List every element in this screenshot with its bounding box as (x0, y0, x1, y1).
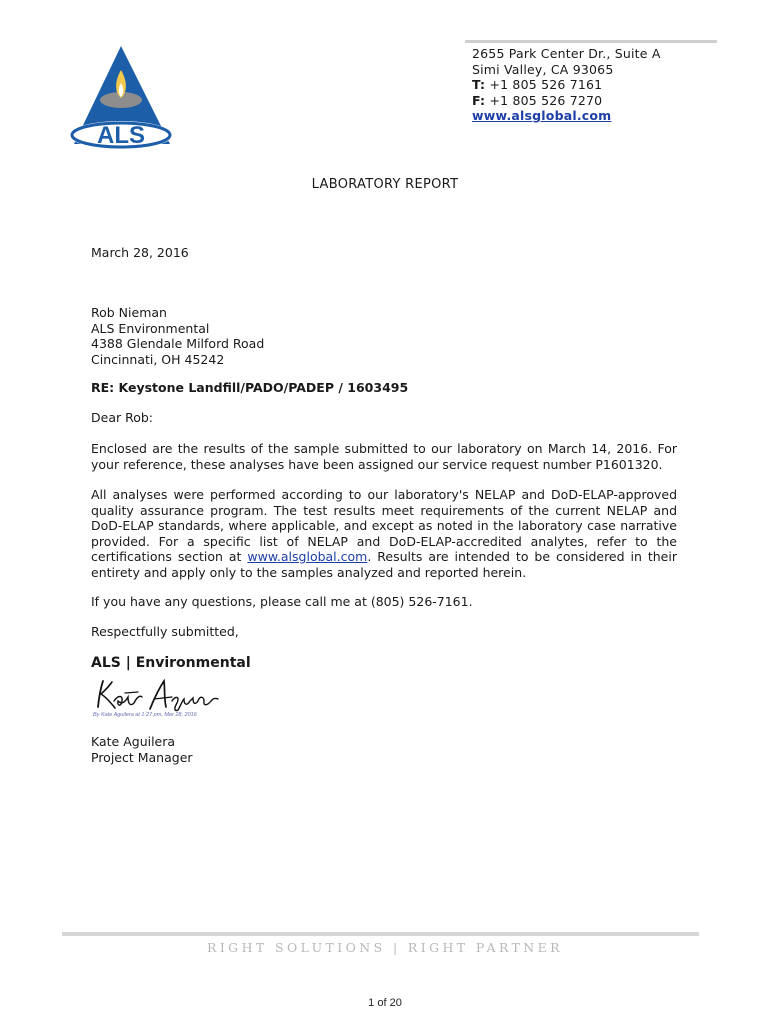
paragraph-2-text: All analyses were performed according to our laboratory's NELAP and DoD-ELAP-approved quality assurance program. The test results meet requirements of the current NELAP and DoD-ELAP standards, where applicable, and except as noted in the laboratory case narrative provided. For a specific list of NELAP and DoD-ELAP-accredited analytes, refer to the certifications section at (91, 487, 677, 564)
recipient-street: 4388 Glendale Milford Road (91, 336, 265, 351)
footer-tagline: RIGHT SOLUTIONS | RIGHT PARTNER (207, 940, 563, 955)
re-line: RE: Keystone Landfill/PADO/PADEP / 1603495 (91, 380, 409, 395)
report-title: LABORATORY REPORT (311, 177, 459, 192)
address-phone (472, 77, 661, 93)
signer-block (91, 734, 677, 765)
signature-image (92, 677, 222, 713)
phone-label: T: (472, 77, 486, 92)
signer-title: Project Manager (91, 749, 193, 765)
als-logo (64, 40, 182, 152)
address-fax (472, 93, 661, 109)
address-street: 2655 Park Center Dr., Suite A (472, 46, 661, 61)
logo-text: ALS (97, 122, 145, 149)
salutation: Dear Rob: (91, 410, 154, 425)
address-block (472, 46, 661, 124)
page-number: 1 of 20 (368, 997, 402, 1009)
header-rule (465, 40, 717, 43)
recipient-company: ALS Environmental (91, 320, 210, 336)
letter-date: March 28, 2016 (91, 245, 189, 260)
fax-number: +1 805 526 7270 (489, 92, 603, 108)
phone-number: +1 805 526 7161 (489, 77, 603, 92)
address-city: Simi Valley, CA 93065 (472, 61, 614, 77)
fax-label: F: (472, 92, 486, 108)
recipient-city: Cincinnati, OH 45242 (91, 351, 225, 367)
paragraph-2-text-end: . Results are intended to be considered in their entirety and apply only to the samples analyzed and reported herein. (91, 549, 677, 580)
recipient-name: Rob Nieman (91, 305, 167, 320)
footer-rule (62, 932, 699, 936)
paragraph-3: If you have any questions, please call me at (805) 526-7161. (91, 594, 473, 609)
company-signature: ALS | Environmental (91, 655, 251, 671)
paragraph-2 (91, 487, 677, 580)
signer-name: Kate Aguilera (91, 734, 176, 749)
website-link[interactable]: www.alsglobal.com (472, 108, 612, 123)
recipient-block (91, 305, 677, 367)
signature-caption: By Kate Aguilera at 1:27 pm, Mar 28, 2016 (93, 712, 197, 718)
certifications-link[interactable]: www.alsglobal.com (247, 549, 368, 564)
paragraph-1: Enclosed are the results of the sample submitted to our laboratory on March 14, 2016. For your reference, these analyses have been assigned our service request number P1601320. (91, 441, 677, 472)
closing: Respectfully submitted, (91, 624, 239, 639)
